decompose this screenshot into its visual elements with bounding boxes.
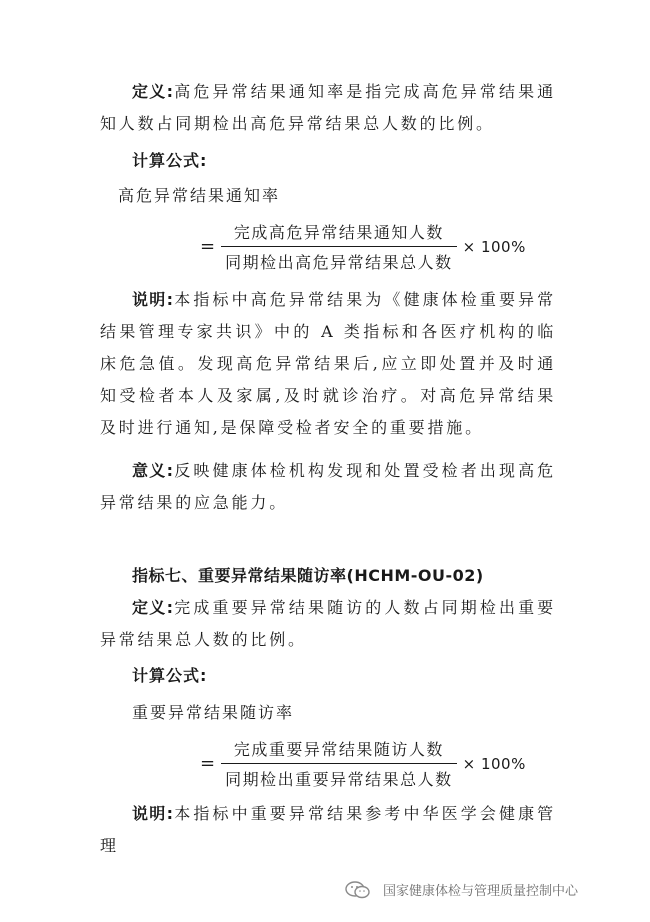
definition-label: 定义: xyxy=(132,82,174,101)
source-watermark xyxy=(345,880,578,899)
multiplier: × 100% xyxy=(462,754,526,773)
formula-label: 计算公式: xyxy=(132,666,208,685)
fraction xyxy=(221,737,457,790)
formula-label-paragraph xyxy=(100,660,556,692)
numerator: 完成高危异常结果通知人数 xyxy=(233,223,444,242)
multiplier: × 100% xyxy=(462,237,526,256)
definition-paragraph xyxy=(100,592,556,656)
meaning-paragraph xyxy=(100,455,556,519)
formula-label-paragraph xyxy=(100,145,556,177)
definition-label: 定义: xyxy=(132,598,174,617)
note-label: 说明: xyxy=(132,290,174,309)
equals-sign: = xyxy=(200,236,216,257)
numerator: 完成重要异常结果随访人数 xyxy=(233,740,444,759)
formula-name: 重要异常结果随访率 xyxy=(132,703,295,722)
note-text: 本指标中高危异常结果为《健康体检重要异常结果管理专家共识》中的 A 类指标和各医疗机构的临床危急值。发现高危异常结果后,应立即处置并及时通知受检者本人及家属,及时就诊治疗。对高危异常结果及时进行通知,是保障受检者安全的重要措施。 xyxy=(100,290,556,437)
formula-label: 计算公式: xyxy=(132,151,208,170)
section-heading: 指标七、重要异常结果随访率(HCHM-OU-02) xyxy=(132,566,484,585)
note-paragraph xyxy=(100,798,556,862)
note-paragraph xyxy=(100,284,556,444)
formula-name: 高危异常结果通知率 xyxy=(118,186,281,205)
definition-text: 高危异常结果通知率是指完成高危异常结果通知人数占同期检出高危异常结果总人数的比例。 xyxy=(100,82,556,133)
formula xyxy=(200,737,526,790)
definition-text: 完成重要异常结果随访的人数占同期检出重要异常结果总人数的比例。 xyxy=(100,598,556,649)
meaning-label: 意义: xyxy=(132,461,174,480)
wechat-icon xyxy=(345,881,371,899)
denominator: 同期检出重要异常结果总人数 xyxy=(221,763,457,790)
source-name: 国家健康体检与管理质量控制中心 xyxy=(383,884,579,899)
meaning-text: 反映健康体检机构发现和处置受检者出现高危异常结果的应急能力。 xyxy=(100,461,556,512)
denominator: 同期检出高危异常结果总人数 xyxy=(221,246,457,273)
equals-sign: = xyxy=(200,753,216,774)
fraction xyxy=(221,220,457,273)
note-text: 本指标中重要异常结果参考中华医学会健康管理 xyxy=(100,804,556,855)
formula xyxy=(200,220,526,273)
definition-paragraph xyxy=(100,76,556,140)
note-label: 说明: xyxy=(132,804,174,823)
